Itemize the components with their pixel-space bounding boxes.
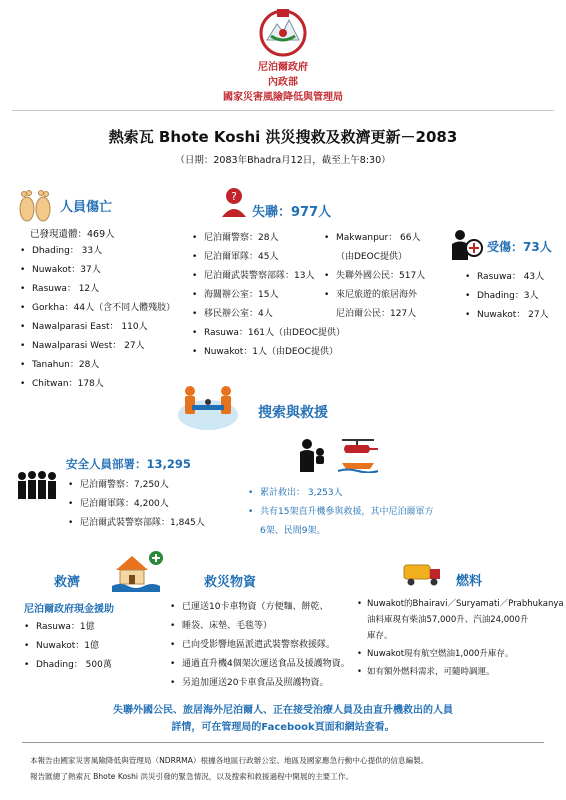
- list-item: • Nuwakot： 27人: [463, 306, 549, 325]
- list-item: • Rasuwa：161人（由DEOC提供）: [190, 324, 345, 343]
- fuel-list: • Nuwakot的Bhairavi／Suryamati／Prabhukanya 油料庫現有柴油57,000升、汽油24,000升 庫存。 • Nuwakot現有航空燃油1,000升庫存。 • 如有額外燃料需求，可隨時調運。: [357, 599, 564, 677]
- page-title: 熱索瓦 Bhote Koshi 洪災搜救及救濟更新－2083: [108, 128, 458, 146]
- list-item: • 尼泊爾軍隊：45人: [190, 248, 345, 267]
- list-item-continued: 6架、民間9架。: [260, 526, 326, 536]
- list-item: 如有額外燃料需求，可隨時調運。: [367, 667, 495, 677]
- list-item: • 尼泊爾武裝警察部隊：13人: [190, 267, 345, 286]
- list-item: • 尼泊爾軍隊：4,200人: [66, 495, 205, 514]
- injured-person-icon: [449, 228, 483, 262]
- report-date: （日期：2083年Bhadra月12日，截至上午8:30）: [175, 155, 391, 166]
- list-item: • Chitwan：178人: [18, 375, 175, 394]
- list-item: Makwanpur： 66人: [336, 233, 421, 243]
- fuel-truck-icon: [402, 561, 442, 587]
- list-item: • Rasuwa： 43人: [463, 268, 549, 287]
- header-line1: 尼泊爾政府: [258, 62, 308, 73]
- fuel-heading: 燃料: [456, 574, 483, 589]
- search-rescue-heading: 搜索與救援: [258, 405, 328, 421]
- list-item: • Nuwakot：1億: [22, 637, 112, 656]
- list-item: • Dhading： 500萬: [22, 656, 112, 675]
- personnel-group-icon: [16, 470, 58, 500]
- notice-line1: 失聯外國公民、旅居海外尼泊爾人、正在接受治療人員及由直升機救出的人員: [113, 705, 453, 716]
- notice-line2: 詳情，可在管理局的Facebook頁面和網站查看。: [171, 722, 395, 733]
- missing-list-col2: • Makwanpur： 66人 （由DEOC提供） • 失聯外國公民：517人 • 來尼旅遊的旅居海外 尼泊爾公民：127人: [322, 229, 425, 324]
- list-item-continued: 庫存。: [367, 631, 393, 641]
- list-item: • Nuwakot：1人（由DEOC提供）: [190, 343, 345, 362]
- list-item-continued: • 睡袋、床墊、毛毯等）: [168, 617, 350, 636]
- footprints-icon: [14, 184, 56, 226]
- list-item: 共有15架直升機參與救援，其中尼泊爾軍方: [260, 507, 434, 517]
- list-item: • 尼泊爾警察：28人: [190, 229, 345, 248]
- rescue-list: • 累計救出： 3,253人 • 共有15架直升機參與救援，其中尼泊爾軍方 6架、民間9架。: [246, 484, 433, 541]
- header-line2: 內政部: [268, 77, 298, 88]
- list-item: • 另追加運送20卡車食品及照護物資。: [168, 674, 350, 693]
- deaths-list: [18, 242, 175, 394]
- list-item: Nuwakot的Bhairavi／Suryamati／Prabhukanya: [367, 599, 564, 609]
- deaths-heading: 人員傷亡: [60, 200, 113, 215]
- helicopter-boat-icon: [336, 437, 380, 473]
- list-item-continued: 尼泊爾公民：127人: [336, 309, 417, 319]
- rescuer-child-icon: [296, 438, 326, 474]
- svg-text:?: ?: [231, 190, 237, 203]
- footer-line2: 報告匯總了熱索瓦 Bhote Koshi 洪災引發的緊急情況，以及搜索和救援過程中開展的主要工作。: [30, 772, 354, 781]
- injured-heading: 受傷：73人: [487, 240, 552, 254]
- list-item: • Tanahun：28人: [18, 356, 175, 375]
- list-item: 累計救出： 3,253人: [260, 488, 343, 498]
- list-item: 失聯外國公民：517人: [336, 271, 426, 281]
- flood-house-icon: [110, 548, 166, 592]
- list-item: • 尼泊爾武裝警察部隊：1,845人: [66, 514, 205, 533]
- list-item: • Rasuwa： 12人: [18, 280, 175, 299]
- footer-divider: [22, 742, 544, 743]
- government-emblem-icon: [257, 6, 309, 58]
- list-item: • 通過直升機4個架次運送食品及援護物資。: [168, 655, 350, 674]
- deployment-list: [66, 476, 205, 533]
- header-divider: [12, 110, 554, 111]
- deployment-heading: 安全人員部署：13,295: [66, 457, 191, 471]
- bodies-found: 已發現遺體：469人: [30, 229, 115, 240]
- list-item: • 海關辦公室：15人: [190, 286, 345, 305]
- list-item: • 已運送10卡車物資（方便麵、餅乾、: [168, 598, 350, 617]
- list-item: • Nuwakot：37人: [18, 261, 175, 280]
- relief-list: [22, 618, 112, 675]
- list-item: • Dhading：3人: [463, 287, 549, 306]
- list-item: • 尼泊爾警察：7,250人: [66, 476, 205, 495]
- header-line3: 國家災害風險降低與管理局: [223, 92, 343, 103]
- list-item: • Rasuwa：1億: [22, 618, 112, 637]
- list-item-continued: （由DEOC提供）: [336, 252, 407, 262]
- list-item: • Nawalparasi East： 110人: [18, 318, 175, 337]
- list-item-continued: 油料庫現有柴油57,000升、汽油24,000升: [367, 615, 529, 625]
- list-item: Nuwakot現有航空燃油1,000升庫存。: [367, 649, 514, 659]
- rescuers-stretcher-icon: [176, 383, 240, 433]
- list-item: • Gorkha：44人（含不同人體殘肢）: [18, 299, 175, 318]
- missing-person-icon: [220, 187, 248, 217]
- footer-line1: 本報告由國家災害風險降低與管理局（NDRRMA）根據各地區行政辦公室、地區及國家應急行動中心提供的信息編製。: [30, 756, 429, 765]
- relief-heading: 救濟: [54, 575, 81, 590]
- list-item: 來尼旅遊的旅居海外: [336, 290, 418, 300]
- injured-list: [463, 268, 549, 325]
- list-item: • 移民辦公室：4人: [190, 305, 345, 324]
- supplies-list: [168, 598, 350, 693]
- missing-heading: 失聯：977人: [252, 205, 332, 220]
- list-item: • 已向受影響地區派遣武裝警察救援隊。: [168, 636, 350, 655]
- supplies-heading: 救災物資: [204, 575, 257, 590]
- cash-aid-subheading: 尼泊爾政府現金援助: [24, 604, 114, 615]
- list-item: • Nawalparasi West： 27人: [18, 337, 175, 356]
- list-item: • Dhading： 33人: [18, 242, 175, 261]
